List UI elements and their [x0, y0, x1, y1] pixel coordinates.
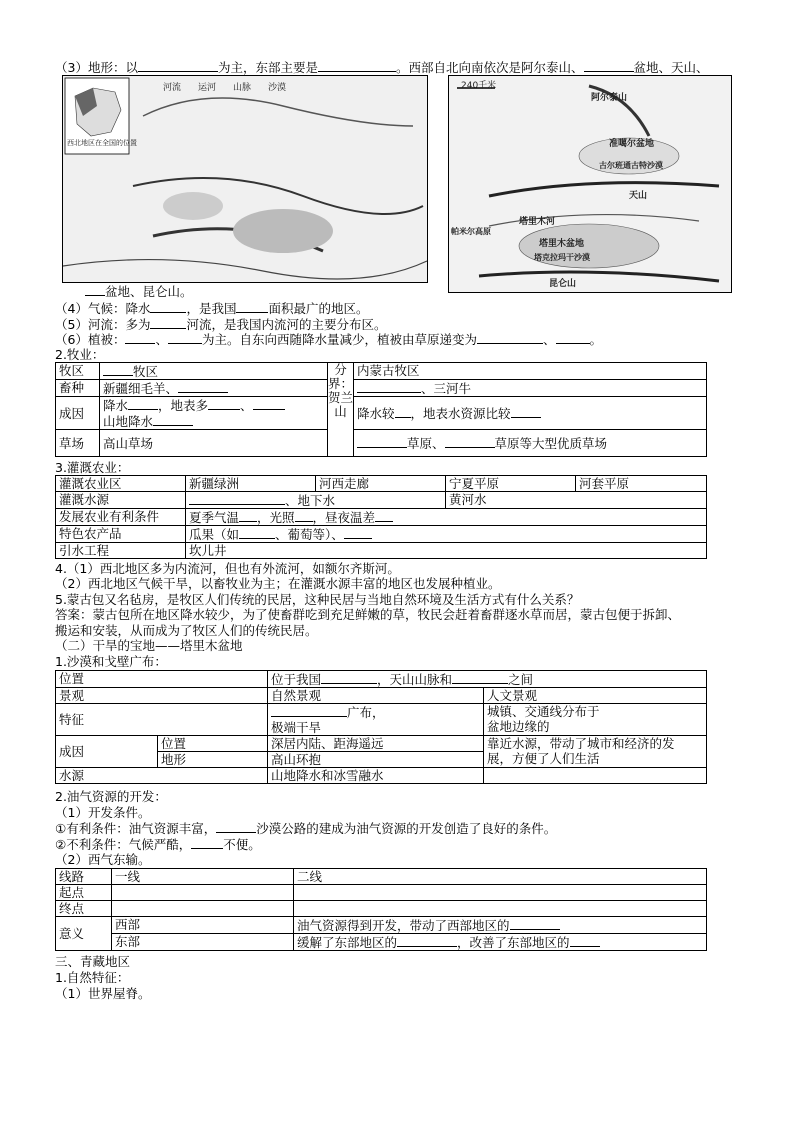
irrigation-table: [55, 475, 707, 559]
cell-conditions: 夏季气温 ，光照 ，昼夜温差: [186, 509, 707, 526]
cell-label: 畜种: [56, 380, 100, 397]
cell-label: 景观: [56, 688, 268, 704]
cell-label: 终点: [56, 901, 112, 917]
cell-karez: 坎儿井: [186, 543, 707, 559]
label-altai: 阿尔泰山: [591, 93, 628, 103]
pastoral-table: [55, 362, 707, 457]
section-qinghai-tibet: 三、青藏地区: [55, 954, 131, 969]
cell-sub-label: 东部: [112, 934, 294, 951]
cell-sub-label: 地形: [158, 752, 268, 768]
cell-inner-mongolia: 内蒙古牧区: [354, 363, 707, 380]
heading-natural-features: 1.自然特征：: [55, 970, 130, 985]
cell-location: 位于我国 ，天山山脉和 之间: [268, 671, 707, 688]
para-favorable: ①有利条件：油气资源丰富， 沙漠公路的建成为油气资源的开发创造了良好的条件。: [55, 821, 557, 836]
legend-mountain: 山脉: [233, 83, 252, 93]
label-gurbantunggut: 古尔班通古特沙漠: [599, 161, 663, 170]
cell-empty: [294, 901, 707, 917]
para-5-answer-2: 搬运和安装，从而成为了牧区人们的传统民居。: [55, 623, 318, 638]
xinjiang-map: [448, 75, 732, 293]
cell-grass-nm: 草原、 草原等大型优质草场: [354, 430, 707, 457]
cell-yellow-river: 黄河水: [446, 492, 707, 509]
cell-label: 特征: [56, 704, 268, 736]
para-5-question: 5.蒙古包又名毡房，是牧区人们传统的民居，这种民居与当地自然环境及生活方式有什么关系？: [55, 592, 580, 607]
cell-sub-label: 位置: [158, 736, 268, 752]
cell-cause-nm: 降水较 ，地表水资源比较: [354, 397, 707, 430]
cell-label: 草场: [56, 430, 100, 457]
cell-header: 一线: [112, 869, 294, 885]
legend-canal: 运河: [198, 83, 217, 93]
terrain-line: （3）地形：以 为主，东部主要是 。西部自北向南依次是阿尔泰山、 盆地、天山、: [55, 60, 709, 75]
map-drawing: [63, 76, 427, 282]
para-4-2: （2）西北地区气候干旱，以畜牧业为主；在灌溉水源丰富的地区也发展种植业。: [55, 576, 501, 591]
cell-east-meaning: 缓解了东部地区的 ，改善了东部地区的: [294, 934, 707, 951]
label-tianshan: 天山: [629, 191, 648, 201]
cell-header: 灌溉农业区: [56, 476, 186, 492]
cell-label: 起点: [56, 885, 112, 901]
cell-empty: [484, 768, 707, 784]
xinjiang-drawing: [449, 76, 731, 292]
cell-feature-cultural: 城镇、交通线分布于 盆地边缘的: [484, 704, 707, 736]
heading-animal-husbandry: 2.牧业：: [55, 347, 105, 362]
cell-cause-terrain: 高山环抱: [268, 752, 484, 768]
para-4-1: 4.（1）西北地区多为内流河，但也有外流河，如额尔齐斯河。: [55, 561, 400, 576]
label-junggar: 准噶尔盆地: [609, 139, 655, 149]
cell-header: 河套平原: [576, 476, 707, 492]
para-west-east: （2）西气东输。: [55, 852, 151, 867]
cell-header: 宁夏平原: [446, 476, 576, 492]
scale-label: 240千米: [461, 81, 497, 91]
heading-desert: 1.沙漠和戈壁广布：: [55, 654, 167, 669]
cell-grass-xj: 高山草场: [100, 430, 328, 457]
cell-products: 瓜果（如 、葡萄等）、: [186, 526, 707, 543]
cell-empty: [112, 885, 294, 901]
terrain-line-cont: 盆地、昆仑山。: [85, 283, 193, 299]
para-unfavorable: ②不利条件：气候严酷， 不便。: [55, 837, 261, 852]
cell-header: 二线: [294, 869, 707, 885]
cell-label: 发展农业有利条件: [56, 509, 186, 526]
cell-divider: 分界：贺兰山: [328, 363, 354, 457]
cell-cultural: 人文景观: [484, 688, 707, 704]
label-tarim-river: 塔里木河: [519, 217, 556, 227]
tarim-table: [55, 670, 707, 784]
para-conditions: （1）开发条件。: [55, 805, 151, 820]
para-5-answer-1: 答案：蒙古包所在地区降水较少，为了使畜群吃到充足鲜嫩的草，牧民会赶着畜群逐水草而居，蒙古包便于拆卸、: [55, 607, 681, 622]
para-roof-of-world: （1）世界屋脊。: [55, 986, 151, 1001]
cell-header: 线路: [56, 869, 112, 885]
cell-label: 成因: [56, 736, 158, 768]
label-pamir: 帕米尔高原: [451, 227, 491, 236]
cell-breed-xj: 新疆细毛羊、: [100, 380, 328, 397]
cell-empty: [112, 901, 294, 917]
cell-label: 意义: [56, 917, 112, 951]
vegetation-line: （6）植被： 、 为主。自东向西随降水量减少，植被由草原递变为 、 。: [55, 332, 603, 347]
cell-label: 引水工程: [56, 543, 186, 559]
cell-header: 牧区: [56, 363, 100, 380]
inset-caption: 西北地区在全国的位置: [67, 139, 137, 147]
label-tarim-basin: 塔里木盆地: [539, 239, 585, 249]
cell-cause-xj: 降水 ，地表多 、 山地降水: [100, 397, 328, 430]
cell-label: 成因: [56, 397, 100, 430]
river-line: （5）河流：多为 河流，是我国内流河的主要分布区。: [55, 317, 387, 332]
cell-west-meaning: 油气资源得到开发，带动了西部地区的: [294, 917, 707, 934]
cell-cause-location: 深居内陆、距海遥远: [268, 736, 484, 752]
cell-label: 水源: [56, 768, 268, 784]
pipeline-table: [55, 868, 707, 951]
legend-river: 河流: [163, 83, 182, 93]
cell-label: 位置: [56, 671, 268, 688]
heading-irrigation: 3.灌溉农业：: [55, 460, 130, 475]
cell-sub-label: 西部: [112, 917, 294, 934]
cell-label: 灌溉水源: [56, 492, 186, 509]
cell-header: 新疆绿洲: [186, 476, 316, 492]
northwest-region-map: [62, 75, 428, 283]
cell-label: 特色农产品: [56, 526, 186, 543]
cell-water-source: 、地下水: [186, 492, 446, 509]
label-kunlun: 昆仑山: [549, 279, 577, 289]
cell-feature-natural: 广布， 极端干旱: [268, 704, 484, 736]
cell-breed-nm: 、三河牛: [354, 380, 707, 397]
cell-cause-cultural: 靠近水源，带动了城市和经济的发 展，方便了人们生活: [484, 736, 707, 768]
section-tarim: （二）干旱的宝地——塔里木盆地: [55, 638, 243, 653]
cell-header-region: 牧区: [100, 363, 328, 380]
climate-line: （4）气候：降水 ，是我国 面积最广的地区。: [55, 301, 369, 316]
cell-water: 山地降水和冰雪融水: [268, 768, 484, 784]
label-taklamakan: 塔克拉玛干沙漠: [534, 253, 590, 262]
legend-desert: 沙漠: [268, 83, 287, 93]
cell-empty: [294, 885, 707, 901]
cell-header: 河西走廊: [316, 476, 446, 492]
heading-oil-gas: 2.油气资源的开发：: [55, 789, 167, 804]
cell-natural: 自然景观: [268, 688, 484, 704]
